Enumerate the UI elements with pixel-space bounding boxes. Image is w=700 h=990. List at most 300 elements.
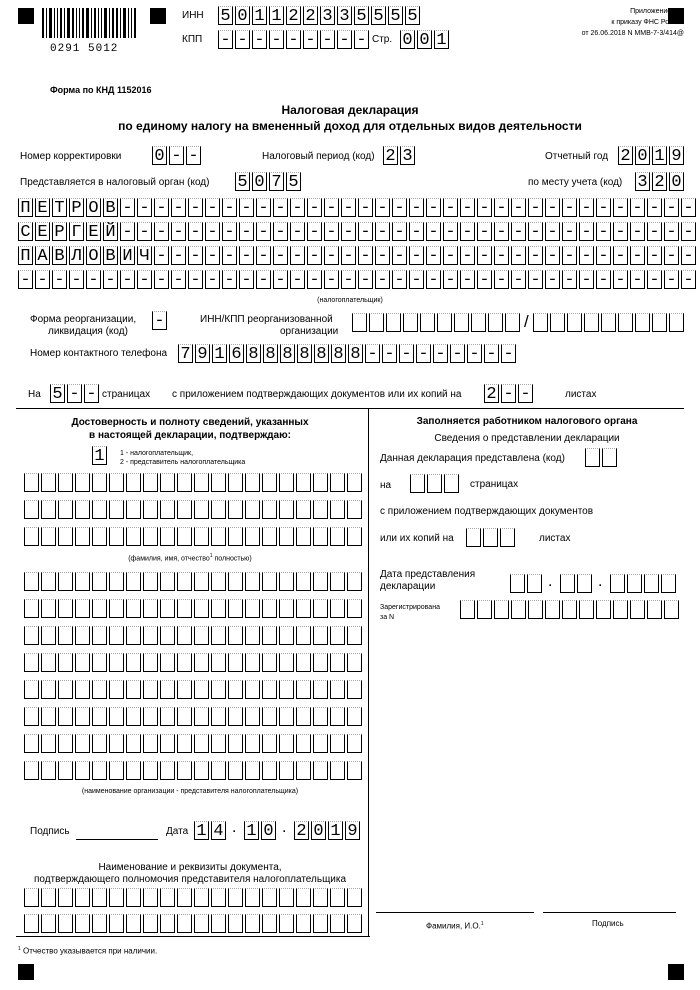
char-cell: -: [290, 246, 305, 265]
char-cell: -: [613, 246, 628, 265]
char-cell: [279, 599, 294, 618]
char-cell: [92, 626, 107, 645]
char-cell: [352, 313, 367, 332]
char-cell: -: [647, 270, 662, 289]
char-cell: [330, 599, 345, 618]
char-cell: С: [18, 222, 33, 241]
char-cell: 1: [194, 821, 209, 840]
barcode-bar: [131, 8, 132, 38]
char-cell: [211, 500, 226, 519]
char-cell: [635, 313, 650, 332]
char-cell: [109, 734, 124, 753]
right-fio-label: [426, 920, 484, 931]
pages-cells: [50, 384, 101, 403]
char-cell: [437, 313, 452, 332]
char-cell: [160, 653, 175, 672]
char-cell: [228, 599, 243, 618]
char-cell: -: [120, 198, 135, 217]
char-cell: -: [528, 198, 543, 217]
char-cell: [160, 888, 175, 907]
reorg-form-label-2: ликвидация (код): [48, 326, 128, 337]
char-cell: -: [613, 222, 628, 241]
char-cell: [92, 500, 107, 519]
char-cell: [160, 599, 175, 618]
barcode-bar: [57, 8, 58, 38]
char-cell: -: [664, 270, 679, 289]
char-cell: 1: [252, 6, 267, 25]
char-cell: -: [647, 198, 662, 217]
char-cell: [75, 680, 90, 699]
char-cell: [109, 626, 124, 645]
char-cell: О: [86, 198, 101, 217]
char-cell: [126, 626, 141, 645]
char-cell: 6: [229, 344, 244, 363]
char-cell: [550, 313, 565, 332]
char-cell: -: [256, 222, 271, 241]
char-cell: [330, 707, 345, 726]
char-cell: [296, 707, 311, 726]
char-cell: -: [35, 270, 50, 289]
char-cell: -: [358, 270, 373, 289]
char-cell: -: [450, 344, 465, 363]
char-cell: [160, 761, 175, 780]
char-cell: -: [494, 222, 509, 241]
barcode-bar: [109, 8, 110, 38]
reg-label-2: за N: [380, 614, 395, 621]
signature-line[interactable]: [76, 839, 158, 840]
char-cell: [143, 680, 158, 699]
left-heading-1: Достоверность и полноту сведений, указанных: [71, 417, 309, 428]
fio-line[interactable]: [376, 912, 534, 913]
char-cell: -: [545, 222, 560, 241]
authority-label: Представляется в налоговый орган (код): [20, 177, 210, 188]
barcode-bar: [60, 8, 62, 38]
char-cell: [92, 734, 107, 753]
char-cell: 0: [669, 172, 684, 191]
char-cell: -: [562, 222, 577, 241]
char-cell: Г: [69, 222, 84, 241]
char-cell: -: [120, 270, 135, 289]
char-cell: -: [477, 246, 492, 265]
char-cell: [262, 473, 277, 492]
char-cell: Р: [52, 222, 67, 241]
char-cell: -: [256, 270, 271, 289]
char-cell: [313, 914, 328, 933]
char-cell: Т: [52, 198, 67, 217]
char-cell: [160, 707, 175, 726]
char-cell: [58, 734, 73, 753]
char-cell: [58, 500, 73, 519]
char-cell: [177, 626, 192, 645]
taxpayer-name-row-1: [18, 198, 698, 217]
char-cell: 8: [331, 344, 346, 363]
char-cell: Е: [35, 198, 50, 217]
char-cell: [24, 734, 39, 753]
char-cell: [228, 626, 243, 645]
org-row-8: [24, 761, 364, 780]
corner-marker-top-left: [18, 8, 34, 24]
right-date-day-cells: [510, 574, 544, 593]
char-cell: -: [171, 246, 186, 265]
char-cell: [471, 313, 486, 332]
reorg-form-label-1: Форма реорганизации,: [30, 314, 137, 325]
reorg-inn-kpp-label-1: ИНН/КПП реорганизованной: [200, 314, 333, 325]
char-cell: -: [154, 246, 169, 265]
char-cell: -: [152, 311, 167, 330]
char-cell: 9: [345, 821, 360, 840]
char-cell: [347, 707, 362, 726]
char-cell: Е: [35, 222, 50, 241]
char-cell: -: [256, 246, 271, 265]
barcode-bar: [49, 8, 52, 38]
signer-option-1: 1 - налогоплательщик,: [120, 450, 194, 457]
char-cell: [75, 527, 90, 546]
char-cell: [296, 914, 311, 933]
title-line-2: по единому налогу на вмененный доход для отдельных видов деятельности: [118, 119, 582, 133]
barcode-bar: [98, 8, 99, 38]
barcode-bar: [82, 8, 84, 38]
char-cell: [41, 527, 56, 546]
char-cell: [194, 653, 209, 672]
char-cell: [460, 600, 475, 619]
char-cell: [24, 599, 39, 618]
char-cell: -: [324, 246, 339, 265]
char-cell: [92, 473, 107, 492]
char-cell: [24, 888, 39, 907]
char-cell: -: [286, 30, 301, 49]
char-cell: 1: [434, 30, 449, 49]
char-cell: 3: [320, 6, 335, 25]
char-cell: [24, 680, 39, 699]
char-cell: [262, 707, 277, 726]
char-cell: [510, 574, 525, 593]
char-cell: [211, 599, 226, 618]
char-cell: -: [511, 270, 526, 289]
char-cell: П: [18, 246, 33, 265]
char-cell: [126, 761, 141, 780]
char-cell: [160, 572, 175, 591]
inn-cells: [218, 6, 422, 25]
char-cell: -: [409, 198, 424, 217]
right-copies-label: или их копий на: [380, 533, 454, 544]
char-cell: -: [154, 198, 169, 217]
char-cell: [279, 500, 294, 519]
char-cell: 0: [261, 821, 276, 840]
char-cell: [585, 448, 600, 467]
char-cell: -: [562, 198, 577, 217]
char-cell: -: [205, 246, 220, 265]
char-cell: [109, 680, 124, 699]
char-cell: -: [630, 246, 645, 265]
char-cell: [109, 599, 124, 618]
char-cell: -: [630, 198, 645, 217]
char-cell: [527, 574, 542, 593]
char-cell: [245, 500, 260, 519]
char-cell: [75, 626, 90, 645]
char-cell: [330, 888, 345, 907]
char-cell: [330, 626, 345, 645]
char-cell: [177, 473, 192, 492]
char-cell: [24, 572, 39, 591]
char-cell: [330, 500, 345, 519]
taxpayer-caption: (налогоплательщик): [317, 297, 383, 304]
char-cell: -: [409, 270, 424, 289]
right-attach-label: с приложением подтверждающих документов: [380, 506, 594, 517]
char-cell: [211, 888, 226, 907]
char-cell: -: [416, 344, 431, 363]
char-cell: [279, 626, 294, 645]
char-cell: [160, 473, 175, 492]
reorg-inn-cells: [352, 313, 522, 332]
char-cell: -: [460, 198, 475, 217]
barcode-bar: [128, 8, 129, 38]
char-cell: [228, 761, 243, 780]
char-cell: [483, 528, 498, 547]
char-cell: 8: [297, 344, 312, 363]
char-cell: 5: [388, 6, 403, 25]
char-cell: -: [477, 270, 492, 289]
char-cell: [211, 653, 226, 672]
char-cell: [143, 473, 158, 492]
char-cell: -: [443, 246, 458, 265]
char-cell: 3: [635, 172, 650, 191]
char-cell: -: [494, 270, 509, 289]
char-cell: [488, 313, 503, 332]
char-cell: 4: [211, 821, 226, 840]
char-cell: -: [84, 384, 99, 403]
char-cell: 9: [669, 146, 684, 165]
kpp-label: КПП: [182, 34, 203, 45]
char-cell: [262, 888, 277, 907]
kpp-cells: [218, 30, 371, 49]
char-cell: [369, 313, 384, 332]
char-cell: -: [664, 198, 679, 217]
char-cell: [194, 707, 209, 726]
barcode-bar: [67, 8, 70, 38]
char-cell: [143, 707, 158, 726]
char-cell: [313, 500, 328, 519]
char-cell: -: [69, 270, 84, 289]
char-cell: [41, 473, 56, 492]
char-cell: [279, 653, 294, 672]
char-cell: -: [222, 222, 237, 241]
char-cell: 1: [328, 821, 343, 840]
char-cell: [296, 680, 311, 699]
reorg-form-cells: [152, 311, 169, 330]
char-cell: 8: [246, 344, 261, 363]
char-cell: [403, 313, 418, 332]
char-cell: [177, 914, 192, 933]
char-cell: [652, 313, 667, 332]
char-cell: [211, 572, 226, 591]
char-cell: [143, 500, 158, 519]
char-cell: -: [273, 198, 288, 217]
char-cell: -: [681, 198, 696, 217]
fio-caption: [20, 552, 360, 563]
barcode-bar: [76, 8, 77, 38]
char-cell: [444, 474, 459, 493]
char-cell: -: [103, 270, 118, 289]
char-cell: [410, 474, 425, 493]
taxpayer-name-row-2: [18, 222, 698, 241]
char-cell: -: [528, 246, 543, 265]
char-cell: [109, 473, 124, 492]
char-cell: -: [188, 198, 203, 217]
char-cell: [245, 473, 260, 492]
char-cell: [245, 707, 260, 726]
right-subheading: Сведения о представлении декларации: [434, 433, 620, 444]
char-cell: 5: [405, 6, 420, 25]
char-cell: [211, 473, 226, 492]
fio-row-1: [24, 473, 364, 492]
char-cell: [347, 572, 362, 591]
char-cell: [262, 599, 277, 618]
char-cell: -: [239, 222, 254, 241]
char-cell: [330, 761, 345, 780]
char-cell: [296, 599, 311, 618]
char-cell: -: [307, 222, 322, 241]
date-month-cells: [244, 821, 278, 840]
char-cell: [92, 761, 107, 780]
char-cell: 0: [152, 146, 167, 165]
phone-label: Номер контактного телефона: [30, 348, 168, 359]
char-cell: [75, 599, 90, 618]
doc-heading-2: подтверждающего полномочия представителя налогоплательщика: [33, 874, 347, 885]
char-cell: -: [222, 270, 237, 289]
char-cell: [427, 474, 442, 493]
barcode-bar: [134, 8, 136, 38]
form-code: Форма по КНД 1152016: [50, 85, 152, 95]
barcode-bar: [86, 8, 89, 38]
char-cell: [126, 572, 141, 591]
char-cell: [577, 574, 592, 593]
char-cell: [92, 707, 107, 726]
char-cell: [92, 914, 107, 933]
char-cell: [92, 572, 107, 591]
char-cell: [279, 888, 294, 907]
char-cell: -: [375, 198, 390, 217]
org-row-1: [24, 572, 364, 591]
char-cell: [92, 888, 107, 907]
char-cell: -: [630, 222, 645, 241]
char-cell: -: [426, 198, 441, 217]
char-cell: 3: [400, 146, 415, 165]
char-cell: [347, 599, 362, 618]
char-cell: [75, 734, 90, 753]
char-cell: [330, 572, 345, 591]
char-cell: [92, 527, 107, 546]
signer-type-cell: [92, 446, 109, 465]
char-cell: 0: [311, 821, 326, 840]
char-cell: -: [324, 270, 339, 289]
char-cell: [347, 626, 362, 645]
char-cell: [177, 653, 192, 672]
char-cell: В: [103, 198, 118, 217]
char-cell: [211, 626, 226, 645]
char-cell: -: [681, 246, 696, 265]
char-cell: [160, 500, 175, 519]
presented-label: Данная декларация представлена (код): [380, 453, 565, 464]
char-cell: [262, 572, 277, 591]
char-cell: -: [399, 344, 414, 363]
char-cell: [664, 600, 679, 619]
date-dot-2: .: [282, 819, 287, 836]
char-cell: [330, 653, 345, 672]
char-cell: [579, 600, 594, 619]
char-cell: [262, 527, 277, 546]
char-cell: [296, 572, 311, 591]
org-row-4: [24, 653, 364, 672]
char-cell: [24, 707, 39, 726]
char-cell: -: [120, 222, 135, 241]
char-cell: [41, 572, 56, 591]
correction-label: Номер корректировки: [20, 151, 122, 162]
char-cell: -: [171, 222, 186, 241]
char-cell: [41, 734, 56, 753]
char-cell: [313, 473, 328, 492]
year-label: Отчетный год: [545, 151, 609, 162]
right-fio-sup: 1: [480, 921, 484, 927]
char-cell: [386, 313, 401, 332]
char-cell: -: [239, 198, 254, 217]
char-cell: -: [320, 30, 335, 49]
char-cell: [602, 448, 617, 467]
char-cell: -: [341, 222, 356, 241]
char-cell: [279, 572, 294, 591]
sign-line[interactable]: [543, 912, 676, 913]
char-cell: [477, 600, 492, 619]
char-cell: -: [205, 270, 220, 289]
sheets-cells: [484, 384, 535, 403]
footnote-divider: [16, 936, 370, 937]
char-cell: [58, 599, 73, 618]
char-cell: -: [341, 246, 356, 265]
right-pages-cells: [410, 474, 461, 493]
char-cell: -: [337, 30, 352, 49]
char-cell: [296, 888, 311, 907]
char-cell: [347, 500, 362, 519]
char-cell: -: [222, 198, 237, 217]
char-cell: -: [545, 246, 560, 265]
char-cell: [143, 626, 158, 645]
barcode-bar: [120, 8, 121, 38]
fio-caption-text-2: полностью): [212, 555, 252, 563]
char-cell: [58, 888, 73, 907]
char-cell: [647, 600, 662, 619]
char-cell: -: [545, 270, 560, 289]
char-cell: -: [375, 270, 390, 289]
barcode-bar: [123, 8, 126, 38]
char-cell: Е: [86, 222, 101, 241]
char-cell: 7: [178, 344, 193, 363]
char-cell: -: [392, 222, 407, 241]
char-cell: [296, 473, 311, 492]
char-cell: -: [579, 198, 594, 217]
char-cell: [160, 734, 175, 753]
char-cell: [601, 313, 616, 332]
char-cell: [613, 600, 628, 619]
char-cell: -: [511, 222, 526, 241]
barcode-bar: [54, 8, 55, 38]
barcode-bar: [112, 8, 114, 38]
char-cell: [126, 527, 141, 546]
char-cell: -: [358, 246, 373, 265]
char-cell: [500, 528, 515, 547]
char-cell: [143, 888, 158, 907]
column-divider: [368, 408, 369, 936]
barcode-bar: [42, 8, 44, 38]
char-cell: -: [681, 270, 696, 289]
